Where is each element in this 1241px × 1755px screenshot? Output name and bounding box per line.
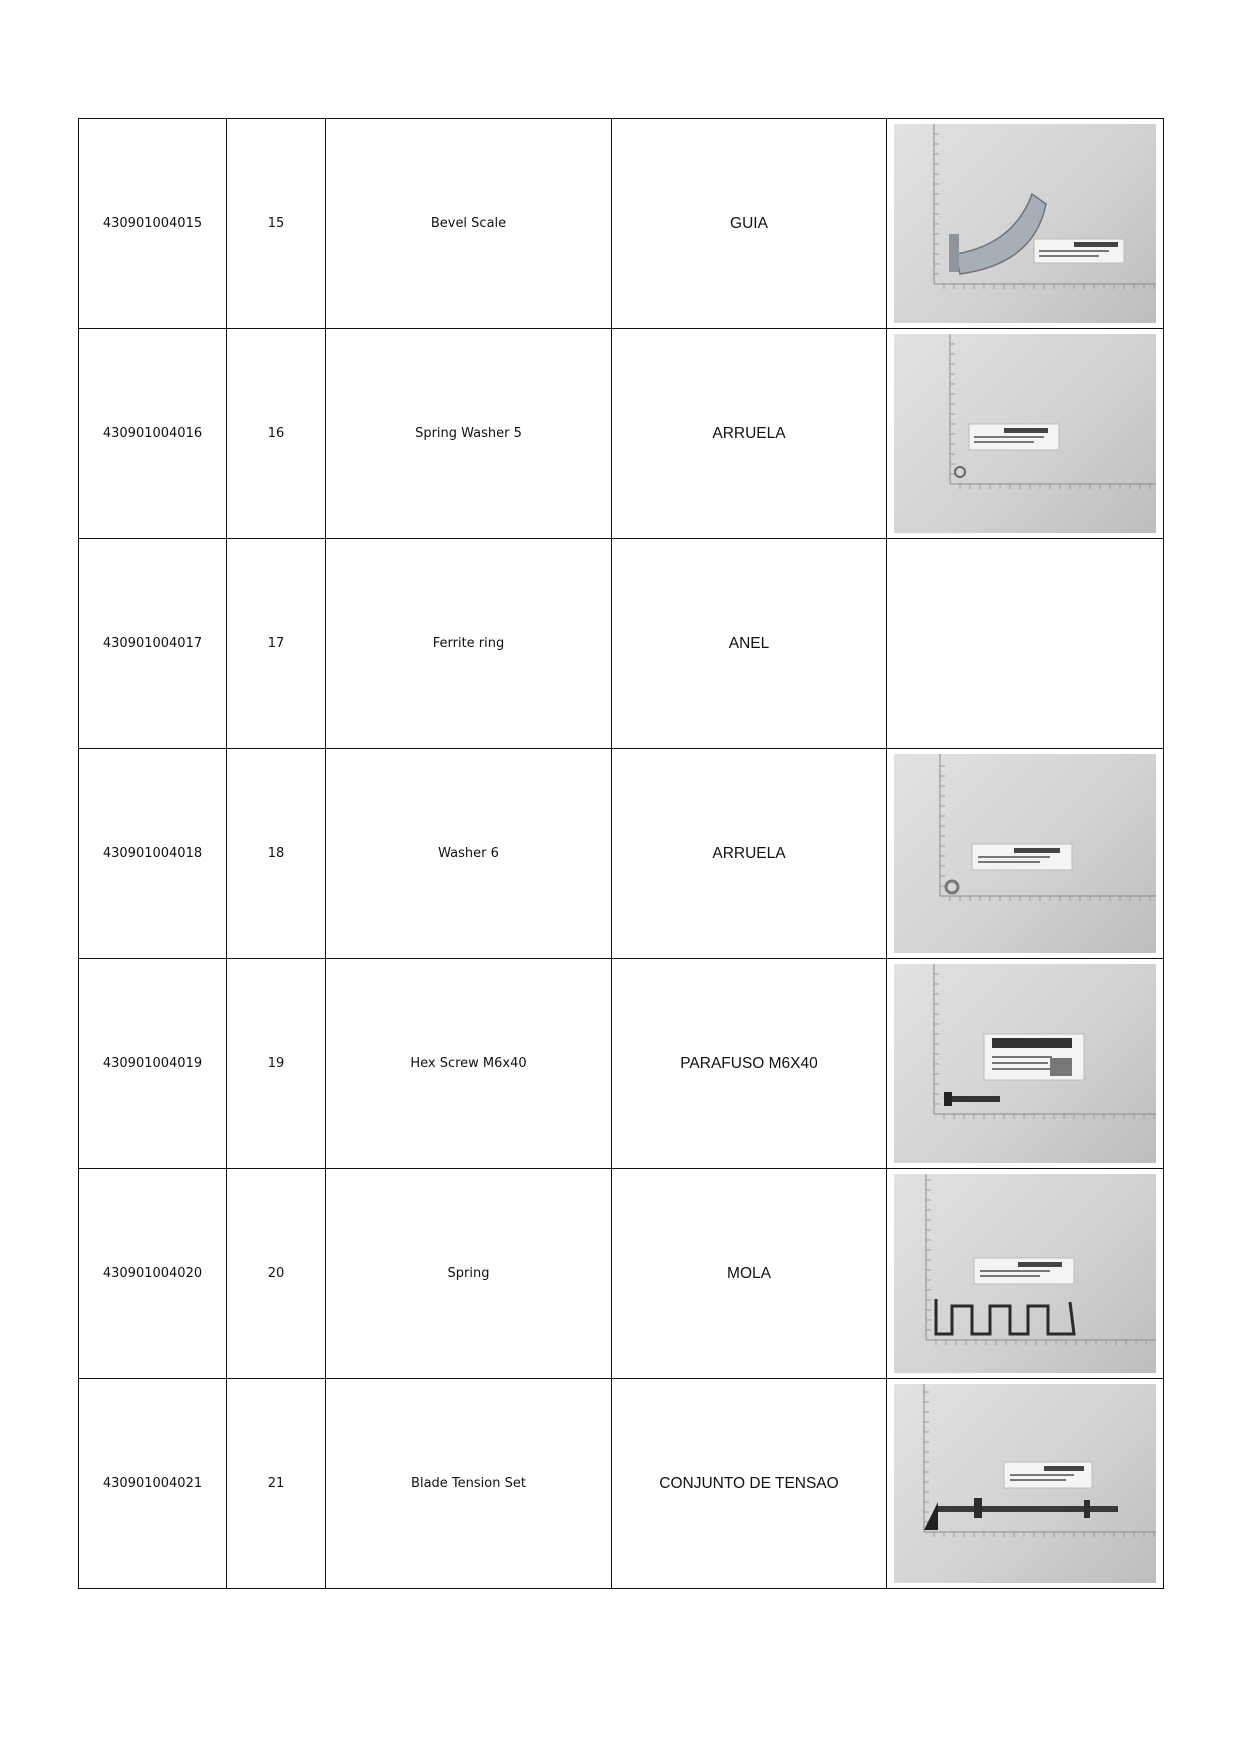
part-code: 430901004016	[79, 329, 227, 539]
table-row	[79, 1169, 1164, 1379]
part-name-en: Blade Tension Set	[326, 1379, 612, 1589]
part-code: 430901004020	[79, 1169, 227, 1379]
part-name-en: Spring Washer 5	[326, 329, 612, 539]
part-name-pt: MOLA	[612, 1169, 887, 1379]
part-photo	[894, 334, 1156, 533]
part-name-pt: ANEL	[612, 539, 887, 749]
position-number: 19	[227, 959, 326, 1169]
part-name-en: Spring	[326, 1169, 612, 1379]
table-row	[79, 959, 1164, 1169]
position-number: 16	[227, 329, 326, 539]
part-photo-cell	[887, 329, 1164, 539]
part-code: 430901004018	[79, 749, 227, 959]
part-photo	[894, 964, 1156, 1163]
part-name-pt: PARAFUSO M6X40	[612, 959, 887, 1169]
part-photo-cell	[887, 1169, 1164, 1379]
part-name-pt: ARRUELA	[612, 749, 887, 959]
part-photo-cell	[887, 1379, 1164, 1589]
part-name-pt: CONJUNTO DE TENSAO	[612, 1379, 887, 1589]
part-name-pt: ARRUELA	[612, 329, 887, 539]
part-code: 430901004015	[79, 119, 227, 329]
part-code: 430901004021	[79, 1379, 227, 1589]
table-row	[79, 1379, 1164, 1589]
position-number: 21	[227, 1379, 326, 1589]
table-row	[79, 119, 1164, 329]
position-number: 15	[227, 119, 326, 329]
table-row	[79, 749, 1164, 959]
part-photo	[894, 124, 1156, 323]
table-row	[79, 329, 1164, 539]
part-name-en: Washer 6	[326, 749, 612, 959]
part-photo	[894, 754, 1156, 953]
part-photo-cell	[887, 749, 1164, 959]
part-photo	[894, 1174, 1156, 1373]
part-photo	[894, 1384, 1156, 1583]
position-number: 17	[227, 539, 326, 749]
part-photo-cell-empty	[887, 539, 1164, 749]
table-row	[79, 539, 1164, 749]
part-photo-cell	[887, 959, 1164, 1169]
position-number: 20	[227, 1169, 326, 1379]
part-name-en: Hex Screw M6x40	[326, 959, 612, 1169]
part-name-pt: GUIA	[612, 119, 887, 329]
part-code: 430901004017	[79, 539, 227, 749]
part-name-en: Bevel Scale	[326, 119, 612, 329]
parts-table	[78, 118, 1164, 1589]
part-name-en: Ferrite ring	[326, 539, 612, 749]
position-number: 18	[227, 749, 326, 959]
part-code: 430901004019	[79, 959, 227, 1169]
part-photo-cell	[887, 119, 1164, 329]
